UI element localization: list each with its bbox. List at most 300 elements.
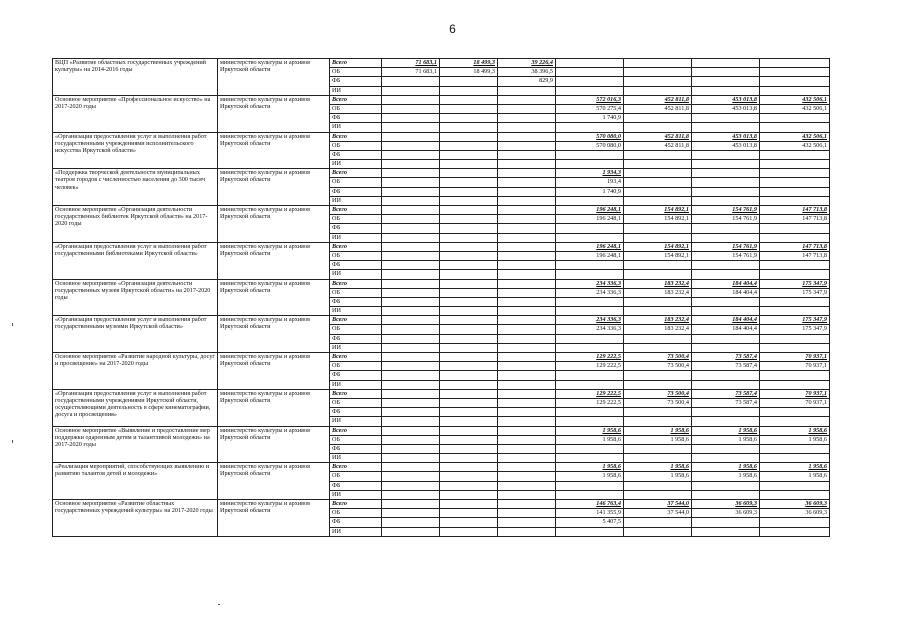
amount-cell [498, 353, 556, 362]
amount-cell [692, 380, 760, 389]
amount-cell: 71 683,1 [382, 68, 440, 77]
funding-source: ФБ [330, 371, 382, 380]
amount-cell: 73 587,4 [692, 362, 760, 371]
amount-cell [382, 353, 440, 362]
amount-cell: 71 683,1 [382, 59, 440, 68]
amount-cell [440, 104, 498, 113]
amount-cell [624, 187, 692, 196]
amount-cell [624, 454, 692, 463]
amount-cell [440, 444, 498, 453]
amount-cell: 73 587,4 [692, 353, 760, 362]
amount-cell [556, 160, 624, 169]
amount-cell [760, 224, 830, 233]
amount-cell [440, 279, 498, 288]
amount-cell: 70 937,1 [760, 362, 830, 371]
amount-cell [556, 77, 624, 86]
funding-source: ФБ [330, 261, 382, 270]
margin-mark [218, 604, 220, 605]
funding-source: Всего [330, 242, 382, 251]
amount-cell: 453 013,8 [692, 132, 760, 141]
table-row [53, 279, 830, 288]
funding-source: ОБ [330, 104, 382, 113]
amount-cell [440, 288, 498, 297]
amount-cell [440, 343, 498, 352]
amount-cell: 73 587,4 [692, 398, 760, 407]
amount-cell [440, 380, 498, 389]
funding-source: ОБ [330, 325, 382, 334]
amount-cell [498, 114, 556, 123]
amount-cell [692, 187, 760, 196]
amount-cell: 36 609,3 [692, 500, 760, 509]
measure-name: «Поддержка творческой деятельности муниципальных театров городов с численностью населения до 300 тысяч человек» [53, 169, 218, 206]
amount-cell [498, 454, 556, 463]
amount-cell [760, 233, 830, 242]
amount-cell: 154 761,9 [692, 215, 760, 224]
amount-cell [692, 371, 760, 380]
amount-cell [498, 426, 556, 435]
amount-cell [760, 343, 830, 352]
amount-cell [498, 435, 556, 444]
amount-cell [624, 481, 692, 490]
funding-source: Всего [330, 95, 382, 104]
amount-cell [624, 343, 692, 352]
funding-source: ИИ [330, 380, 382, 389]
margin-mark [12, 440, 13, 443]
amount-cell [624, 59, 692, 68]
amount-cell [692, 307, 760, 316]
amount-cell [498, 279, 556, 288]
amount-cell [382, 398, 440, 407]
amount-cell [498, 444, 556, 453]
amount-cell [760, 196, 830, 205]
table-row [53, 169, 830, 178]
amount-cell [498, 371, 556, 380]
amount-cell: 70 937,1 [760, 398, 830, 407]
amount-cell: 234 336,3 [556, 288, 624, 297]
amount-cell [556, 233, 624, 242]
funding-source: ФБ [330, 187, 382, 196]
measure-name: Основное мероприятие «Организация деятельности государственных библиотек Иркутской области» на 2017-2020 годы [53, 206, 218, 243]
funding-source: Всего [330, 353, 382, 362]
amount-cell [760, 114, 830, 123]
funding-source: Всего [330, 426, 382, 435]
amount-cell [382, 169, 440, 178]
amount-cell [760, 261, 830, 270]
table-row [53, 426, 830, 435]
amount-cell [440, 86, 498, 95]
amount-cell [556, 417, 624, 426]
amount-cell [498, 417, 556, 426]
amount-cell: 1 958,6 [556, 435, 624, 444]
amount-cell [382, 178, 440, 187]
amount-cell: 129 222,5 [556, 353, 624, 362]
amount-cell [440, 132, 498, 141]
amount-cell: 1 958,6 [760, 426, 830, 435]
amount-cell [498, 141, 556, 150]
amount-cell [440, 389, 498, 398]
amount-cell [498, 160, 556, 169]
amount-cell [498, 169, 556, 178]
amount-cell: 1 958,6 [692, 435, 760, 444]
table-row [53, 206, 830, 215]
amount-cell [382, 343, 440, 352]
funding-source: ИИ [330, 454, 382, 463]
amount-cell [498, 261, 556, 270]
funding-source: ФБ [330, 481, 382, 490]
amount-cell [760, 68, 830, 77]
amount-cell [498, 86, 556, 95]
funding-source: ФБ [330, 518, 382, 527]
amount-cell [556, 261, 624, 270]
amount-cell [692, 224, 760, 233]
amount-cell: 18 499,3 [440, 59, 498, 68]
amount-cell [624, 86, 692, 95]
amount-cell [440, 463, 498, 472]
amount-cell [440, 435, 498, 444]
amount-cell [760, 187, 830, 196]
amount-cell: 453 013,8 [692, 104, 760, 113]
amount-cell [382, 316, 440, 325]
amount-cell: 453 013,8 [692, 95, 760, 104]
amount-cell [382, 242, 440, 251]
amount-cell [440, 141, 498, 150]
responsible-executor: министерство культуры и архивов Иркутской области [218, 426, 330, 463]
funding-source: Всего [330, 132, 382, 141]
amount-cell [624, 114, 692, 123]
amount-cell [556, 481, 624, 490]
amount-cell [624, 408, 692, 417]
amount-cell [440, 500, 498, 509]
amount-cell [382, 150, 440, 159]
amount-cell [382, 444, 440, 453]
amount-cell [556, 408, 624, 417]
amount-cell [498, 408, 556, 417]
amount-cell [760, 408, 830, 417]
amount-cell [382, 251, 440, 260]
amount-cell [760, 444, 830, 453]
amount-cell [498, 215, 556, 224]
funding-source: ОБ [330, 398, 382, 407]
amount-cell [382, 86, 440, 95]
funding-source: ИИ [330, 270, 382, 279]
amount-cell [498, 297, 556, 306]
funding-source: ОБ [330, 141, 382, 150]
amount-cell: 432 506,1 [760, 95, 830, 104]
amount-cell: 1 958,6 [624, 472, 692, 481]
amount-cell: 234 336,3 [556, 279, 624, 288]
amount-cell: 1 958,6 [556, 463, 624, 472]
amount-cell: 5 407,5 [556, 518, 624, 527]
amount-cell [498, 380, 556, 389]
amount-cell [440, 408, 498, 417]
funding-source: Всего [330, 279, 382, 288]
amount-cell [760, 178, 830, 187]
funding-source: ОБ [330, 215, 382, 224]
amount-cell [692, 114, 760, 123]
funding-source: ОБ [330, 68, 382, 77]
amount-cell [382, 77, 440, 86]
responsible-executor: министерство культуры и архивов Иркутской области [218, 463, 330, 500]
amount-cell: 453 013,8 [692, 141, 760, 150]
amount-cell [498, 509, 556, 518]
amount-cell [692, 178, 760, 187]
amount-cell [498, 389, 556, 398]
amount-cell [556, 68, 624, 77]
amount-cell: 452 811,8 [624, 132, 692, 141]
amount-cell: 1 958,6 [624, 463, 692, 472]
amount-cell [760, 270, 830, 279]
amount-cell [440, 224, 498, 233]
amount-cell [556, 196, 624, 205]
amount-cell [760, 371, 830, 380]
amount-cell [692, 481, 760, 490]
responsible-executor: министерство культуры и архивов Иркутской области [218, 169, 330, 206]
responsible-executor: министерство культуры и архивов Иркутской области [218, 242, 330, 279]
amount-cell: 154 892,1 [624, 215, 692, 224]
amount-cell [692, 123, 760, 132]
amount-cell: 432 506,1 [760, 132, 830, 141]
amount-cell [498, 150, 556, 159]
table-row [53, 353, 830, 362]
amount-cell [382, 518, 440, 527]
responsible-executor: министерство культуры и архивов Иркутской области [218, 132, 330, 169]
amount-cell [760, 417, 830, 426]
amount-cell: 18 499,3 [440, 68, 498, 77]
amount-cell: 1 958,6 [624, 435, 692, 444]
amount-cell: 432 506,1 [760, 141, 830, 150]
funding-source: ИИ [330, 233, 382, 242]
amount-cell [624, 77, 692, 86]
amount-cell [382, 426, 440, 435]
amount-cell: 154 761,9 [692, 242, 760, 251]
amount-cell: 196 248,1 [556, 206, 624, 215]
amount-cell [692, 270, 760, 279]
amount-cell [624, 270, 692, 279]
amount-cell [382, 279, 440, 288]
budget-table [52, 58, 830, 537]
amount-cell [498, 472, 556, 481]
responsible-executor: министерство культуры и архивов Иркутской области [218, 316, 330, 353]
funding-source: ОБ [330, 435, 382, 444]
amount-cell: 184 404,4 [692, 279, 760, 288]
amount-cell: 73 587,4 [692, 389, 760, 398]
funding-source: Всего [330, 389, 382, 398]
amount-cell: 38 396,5 [498, 68, 556, 77]
amount-cell: 141 355,9 [556, 509, 624, 518]
amount-cell [692, 59, 760, 68]
funding-source: Всего [330, 463, 382, 472]
measure-name: ВЦП «Развитие областных государственных учреждений культуры» на 2014-2016 годы [53, 59, 218, 96]
measure-name: «Организация предоставления услуг и выполнения работ государственными учреждениями исполнительского искусства Иркутской области» [53, 132, 218, 169]
responsible-executor: министерство культуры и архивов Иркутской области [218, 206, 330, 243]
amount-cell [498, 500, 556, 509]
amount-cell [624, 178, 692, 187]
amount-cell [440, 270, 498, 279]
amount-cell [624, 518, 692, 527]
funding-source: ИИ [330, 196, 382, 205]
amount-cell [382, 509, 440, 518]
amount-cell [498, 316, 556, 325]
amount-cell [692, 233, 760, 242]
amount-cell [624, 160, 692, 169]
measure-name: Основное мероприятие «Профессиональное искусство» на 2017-2020 годы [53, 95, 218, 132]
amount-cell [556, 444, 624, 453]
amount-cell: 73 500,4 [624, 362, 692, 371]
amount-cell [498, 224, 556, 233]
amount-cell [556, 297, 624, 306]
amount-cell [556, 527, 624, 536]
funding-source: ИИ [330, 417, 382, 426]
amount-cell: 570 080,0 [556, 141, 624, 150]
funding-source: ФБ [330, 444, 382, 453]
funding-source: Всего [330, 316, 382, 325]
amount-cell [382, 325, 440, 334]
amount-cell [440, 307, 498, 316]
amount-cell [440, 454, 498, 463]
amount-cell [498, 325, 556, 334]
amount-cell [440, 196, 498, 205]
amount-cell [624, 123, 692, 132]
amount-cell [440, 362, 498, 371]
amount-cell [382, 463, 440, 472]
amount-cell [440, 150, 498, 159]
amount-cell [760, 490, 830, 499]
amount-cell [692, 454, 760, 463]
amount-cell [692, 68, 760, 77]
amount-cell [556, 371, 624, 380]
amount-cell: 70 937,1 [760, 389, 830, 398]
amount-cell [382, 481, 440, 490]
amount-cell: 147 713,8 [760, 215, 830, 224]
amount-cell [624, 297, 692, 306]
amount-cell [498, 206, 556, 215]
amount-cell: 1 958,6 [692, 426, 760, 435]
funding-source: ФБ [330, 297, 382, 306]
page-number: 6 [449, 22, 456, 36]
amount-cell: 234 336,3 [556, 316, 624, 325]
amount-cell: 1 958,6 [692, 472, 760, 481]
amount-cell [382, 95, 440, 104]
amount-cell [498, 187, 556, 196]
amount-cell: 196 248,1 [556, 215, 624, 224]
amount-cell: 147 713,8 [760, 206, 830, 215]
funding-source: ИИ [330, 160, 382, 169]
responsible-executor: министерство культуры и архивов Иркутской области [218, 500, 330, 537]
amount-cell [382, 408, 440, 417]
funding-source: ИИ [330, 307, 382, 316]
table-row [53, 132, 830, 141]
amount-cell [556, 270, 624, 279]
amount-cell [498, 490, 556, 499]
amount-cell [556, 380, 624, 389]
amount-cell [498, 481, 556, 490]
amount-cell [692, 169, 760, 178]
measure-name: Основное мероприятие «Выявление и предоставление мер поддержки одаренным детям и талантливой молодежи» на 2017-2020 годы [53, 426, 218, 463]
amount-cell [556, 59, 624, 68]
amount-cell [692, 417, 760, 426]
funding-source: Всего [330, 169, 382, 178]
amount-cell [498, 132, 556, 141]
amount-cell [760, 86, 830, 95]
amount-cell: 154 892,1 [624, 251, 692, 260]
table-row [53, 500, 830, 509]
amount-cell [382, 307, 440, 316]
measure-name: Основное мероприятие «Развитие народной культуры, досуг и просвещение» на 2017-2020 годы [53, 353, 218, 390]
amount-cell [556, 490, 624, 499]
amount-cell [692, 77, 760, 86]
funding-source: ФБ [330, 114, 382, 123]
amount-cell [440, 114, 498, 123]
amount-cell [692, 527, 760, 536]
amount-cell: 1 958,6 [692, 463, 760, 472]
amount-cell [382, 371, 440, 380]
amount-cell [760, 169, 830, 178]
amount-cell [692, 444, 760, 453]
amount-cell [440, 242, 498, 251]
amount-cell [624, 334, 692, 343]
amount-cell [624, 150, 692, 159]
amount-cell [382, 206, 440, 215]
amount-cell [624, 68, 692, 77]
amount-cell [498, 518, 556, 527]
amount-cell [624, 417, 692, 426]
measure-name: «Организация предоставления услуг и выполнения работ государственными учреждениями Иркутской области, осуществляющими деятельность в сфере кинематографии, досуга и просвещения» [53, 389, 218, 426]
amount-cell: 183 232,4 [624, 325, 692, 334]
amount-cell [760, 150, 830, 159]
amount-cell [760, 307, 830, 316]
amount-cell [692, 343, 760, 352]
amount-cell: 183 232,4 [624, 288, 692, 297]
amount-cell [692, 490, 760, 499]
amount-cell [382, 233, 440, 242]
amount-cell: 452 811,8 [624, 95, 692, 104]
amount-cell [382, 160, 440, 169]
amount-cell: 146 763,4 [556, 500, 624, 509]
amount-cell [440, 353, 498, 362]
amount-cell [692, 297, 760, 306]
table-row [53, 59, 830, 68]
funding-source: ИИ [330, 123, 382, 132]
funding-source: Всего [330, 500, 382, 509]
funding-source: ОБ [330, 362, 382, 371]
amount-cell [556, 343, 624, 352]
responsible-executor: министерство культуры и архивов Иркутской области [218, 95, 330, 132]
amount-cell [382, 417, 440, 426]
funding-source: ОБ [330, 251, 382, 260]
amount-cell [624, 490, 692, 499]
amount-cell [382, 187, 440, 196]
amount-cell [760, 77, 830, 86]
amount-cell [760, 454, 830, 463]
amount-cell [440, 215, 498, 224]
amount-cell [692, 408, 760, 417]
amount-cell [498, 251, 556, 260]
amount-cell [498, 398, 556, 407]
amount-cell [440, 325, 498, 334]
amount-cell: 570 275,4 [556, 104, 624, 113]
amount-cell [440, 95, 498, 104]
amount-cell [498, 242, 556, 251]
amount-cell: 70 937,1 [760, 353, 830, 362]
amount-cell: 37 544,0 [624, 500, 692, 509]
amount-cell [440, 518, 498, 527]
amount-cell [382, 334, 440, 343]
amount-cell [382, 472, 440, 481]
amount-cell [498, 196, 556, 205]
funding-source: ОБ [330, 178, 382, 187]
amount-cell [440, 426, 498, 435]
amount-cell [692, 196, 760, 205]
